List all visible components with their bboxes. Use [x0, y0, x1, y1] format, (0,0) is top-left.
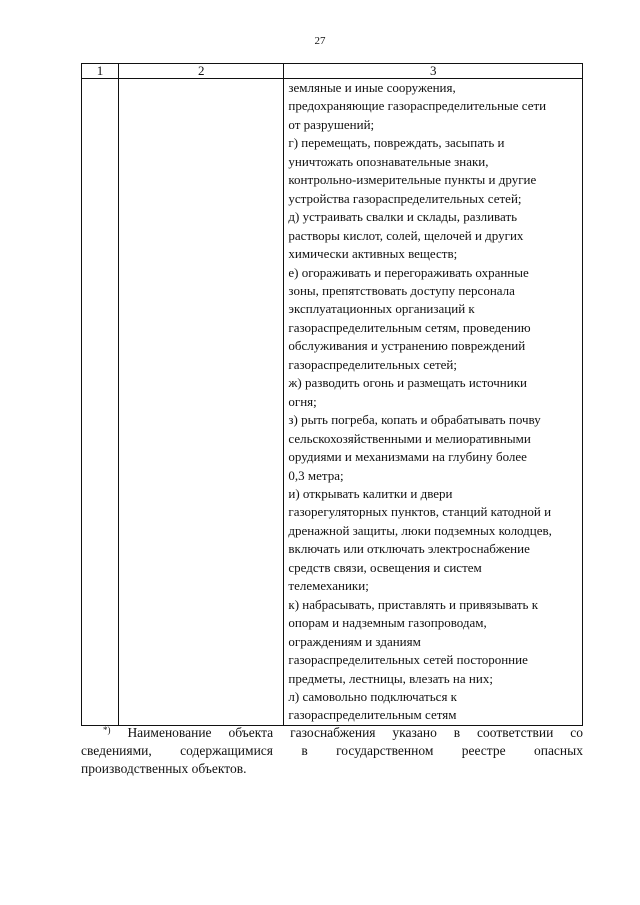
footnote-line-3: производственных объектов.: [81, 761, 247, 776]
text-line: дренажной защиты, люки подземных колодцев,: [288, 522, 552, 538]
footnote: [81, 724, 583, 778]
text-line: 0,3 метра;: [288, 467, 344, 483]
footnote-marker: *): [103, 725, 111, 735]
text-line: контрольно-измерительные пункты и другие: [288, 172, 537, 188]
text-line: предметы, лестницы, влезать на них;: [288, 670, 493, 686]
text-line: ж) разводить огонь и размещать источники: [288, 375, 527, 391]
table-row: [82, 79, 583, 726]
text-line: включать или отключать электроснабжение: [288, 541, 530, 557]
requirements-table: [81, 63, 583, 726]
text-line: уничтожать опознавательные знаки,: [288, 153, 489, 169]
text-line: е) огораживать и перегораживать охранные: [288, 264, 529, 280]
text-line: орудиями и механизмами на глубину более: [288, 449, 527, 465]
cell-column-3: [284, 79, 583, 726]
text-line: газораспределительных сетей посторонние: [288, 652, 528, 668]
text-line: растворы кислот, солей, щелочей и других: [288, 227, 524, 243]
text-line: от разрушений;: [288, 116, 375, 132]
text-line: опорам и надземным газопроводам,: [288, 615, 487, 631]
column-header-2: 2: [119, 64, 284, 79]
footnote-word: в: [301, 743, 308, 758]
text-line: л) самовольно подключаться к: [288, 688, 457, 704]
footnote-first-line: [81, 724, 583, 742]
text-line: химически активных веществ;: [288, 246, 458, 262]
text-line: телемеханики;: [288, 578, 369, 594]
footnote-word: сведениями,: [81, 743, 152, 758]
text-line: газораспределительным сетям, проведению: [288, 319, 531, 335]
column-header-3: 3: [284, 64, 583, 79]
cell-column-1: [82, 79, 119, 726]
text-line: эксплуатационных организаций к: [288, 301, 475, 317]
footnote-line-1: Наименование объекта газоснабжения указано в соответствии со: [127, 725, 584, 740]
text-line: г) перемещать, повреждать, засыпать и: [288, 135, 505, 151]
text-line: устройства газораспределительных сетей;: [288, 190, 522, 206]
text-line: газораспределительных сетей;: [288, 356, 458, 372]
footnote-word: государственном: [336, 743, 434, 758]
column-header-1: 1: [82, 64, 119, 79]
text-line: д) устраивать свалки и склады, разливать: [288, 209, 518, 225]
text-line: земляные и иные сооружения,: [288, 80, 456, 95]
text-line: обслуживания и устранению повреждений: [288, 338, 526, 354]
table-header-row: [82, 64, 583, 79]
text-line: сельскохозяйственными и мелиоративными: [288, 430, 531, 446]
text-line: и) открывать калитки и двери: [288, 485, 453, 501]
text-line: газораспределительным сетям: [288, 707, 457, 723]
text-line: к) набрасывать, приставлять и привязывать к: [288, 596, 539, 612]
text-line: ограждениям и зданиям: [288, 633, 421, 649]
page-number: 27: [314, 35, 326, 47]
text-line: огня;: [288, 393, 317, 409]
footnote-second-line: [81, 742, 583, 760]
prohibited-actions-text: [284, 79, 582, 725]
text-line: предохраняющие газораспределительные сети: [288, 98, 547, 114]
text-line: зоны, препятствовать доступу персонала: [288, 282, 515, 298]
text-line: газорегуляторных пунктов, станций катодной и: [288, 504, 552, 520]
footnote-word: опасных: [533, 743, 583, 758]
cell-column-2: [119, 79, 284, 726]
text-line: з) рыть погреба, копать и обрабатывать почву: [288, 412, 541, 428]
text-line: средств связи, освещения и систем: [288, 559, 482, 575]
footnote-word: реестре: [461, 743, 506, 758]
footnote-word: содержащимися: [180, 743, 273, 758]
